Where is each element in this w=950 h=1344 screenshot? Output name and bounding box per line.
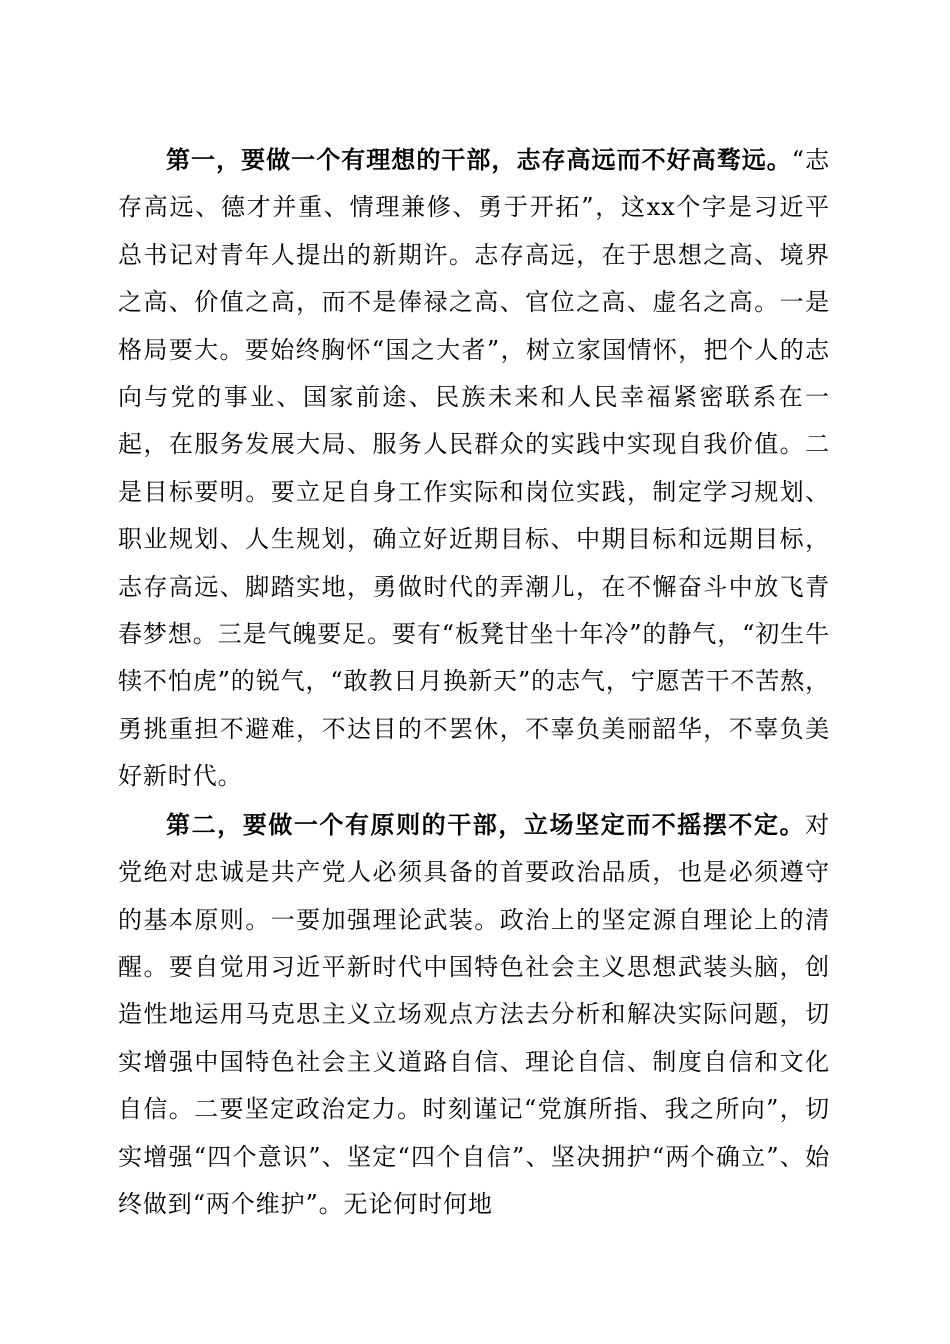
paragraph-2-heading: 第二，要做一个有原则的干部，立场坚定而不摇摆不定。 (166, 809, 806, 839)
paragraph-2-text: 对党绝对忠诚是共产党人必须具备的首要政治品质，也是必须遵守的基本原则。一要加强理论武装。政治上的坚定源自理论上的清醒。要自觉用习近平新时代中国特色社会主义思想武装头脑，创造性地运用马克思主义立场观点方法去分析和解决实际问题，切实增强中国特色社会主义道路自信、理论自信、制度自信和文化自信。二要坚定政治定力。时刻谨记“党旗所指、我之所向”，切实增强“四个意识”、坚定“四个自信”、坚决拥护“两个确立”、始终做到“两个维护”。无论何时何地 (118, 810, 830, 1218)
document-body (118, 136, 830, 1228)
paragraph-1-text: “志存高远、德才并重、情理兼修、勇于开拓”，这xx个字是习近平总书记对青年人提出的新期许。志存高远，在于思想之高、境界之高、价值之高，而不是俸禄之高、官位之高、虚名之高。一是格局要大。要始终胸怀“国之大者”，树立家国情怀，把个人的志向与党的事业、国家前途、民族未来和人民幸福紧密联系在一起，在服务发展大局、服务人民群众的实践中实现自我价值。二是目标要明。要立足自身工作实际和岗位实践，制定学习规划、职业规划、人生规划，确立好近期目标、中期目标和远期目标，志存高远、脚踏实地，勇做时代的弄潮儿，在不懈奋斗中放飞青春梦想。三是气魄要足。要有“板凳甘坐十年冷”的静气，“初生牛犊不怕虎”的锐气，“敢教日月换新天”的志气，宁愿苦干不苦熬，勇挑重担不避难，不达目的不罢休，不辜负美丽韶华，不辜负美好新时代。 (118, 146, 830, 791)
paragraph-1 (118, 136, 830, 801)
paragraph-2 (118, 801, 830, 1229)
paragraph-1-heading: 第一，要做一个有理想的干部，志存高远而不好高骛远。 (166, 145, 792, 174)
